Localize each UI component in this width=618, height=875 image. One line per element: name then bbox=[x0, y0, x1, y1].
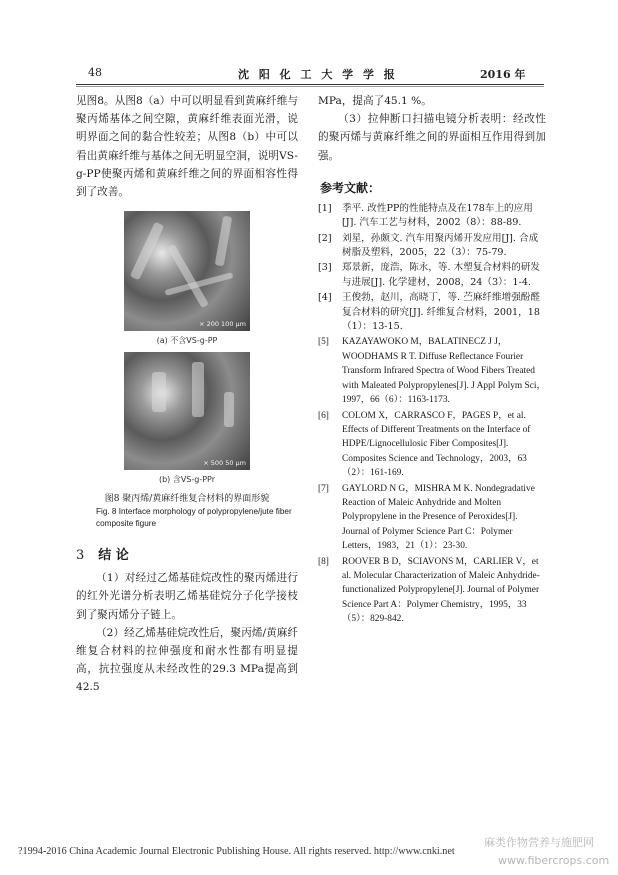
figure-8 bbox=[76, 211, 298, 530]
header-rule bbox=[76, 84, 544, 85]
page-number: 48 bbox=[88, 66, 102, 79]
sem-image-a bbox=[124, 211, 250, 331]
figure-a-caption: (a) 不含VS-g-PP bbox=[156, 336, 218, 346]
figure-b-caption: (b) 含VS-g-PPr bbox=[158, 475, 216, 485]
watermark-url: www.fibercrops.com bbox=[498, 854, 610, 867]
watermark-cn: 麻类作物营养与施肥网 bbox=[484, 836, 594, 849]
scale-bar-b: × 500 50 μm bbox=[203, 459, 246, 468]
right-column bbox=[318, 92, 546, 628]
conclusion-2-continued: MPa，提高了45.1 %。 bbox=[318, 95, 432, 107]
reference-item: [8] ROOVER B D，SCIAVONS M，CARLIER V，et al. Molecular Characterization of Maleic Anhydride-functionalized Polypropylene[J]. Journal of Polymer Science Part A：Polymer Chemistry，1995，33（5）：829-842. bbox=[318, 556, 540, 625]
section-number: 3 bbox=[76, 548, 85, 564]
reference-item: [7] GAYLORD N G，MISHRA M K. Nondegradative Reaction of Maleic Anhydride and Molten Polypropylene in the Presence of Peroxides[J]. Journal of Polymer Science Part C：Polymer Letters，1983，21（1）：23-30. bbox=[318, 483, 535, 552]
figure-caption-en: Fig. 8 Interface morphology of polypropylene/jute fiber composite figure bbox=[96, 507, 292, 529]
header-rule-thin bbox=[76, 86, 544, 87]
reference-item: [1] 季平. 改性PP的性能特点及在178车上的应用[J]. 汽车工艺与材料，2002（8）：88-89. bbox=[318, 202, 533, 229]
body-paragraph: 见图8。从图8（a）中可以明显看到黄麻纤维与聚丙烯基体之间空隙，黄麻纤维表面光滑，说明界面之间的黏合性较差；从图8（b）中可以看出黄麻纤维与基体之间无明显空洞，说明VS-g-PP使聚丙烯和黄麻纤维之间的界面相容性得到了改善。 bbox=[76, 95, 298, 199]
sem-image-b bbox=[124, 352, 250, 470]
left-column bbox=[76, 92, 298, 697]
journal-year: 2016 年 bbox=[480, 68, 526, 81]
figure-caption-cn: 图8 聚丙烯/黄麻纤维复合材料的界面形貌 bbox=[104, 494, 270, 505]
reference-item: [3] 郑景新，庞浩，陈永，等. 木塑复合材料的研发与进展[J]. 化学建材，2008，24（3）：1-4. bbox=[318, 262, 540, 288]
section-heading bbox=[76, 544, 298, 563]
copyright-footer: ?1994-2016 China Academic Journal Electronic Publishing House. All rights reserved. http://www.cnki.net bbox=[18, 846, 455, 857]
references-title: 参考文献： bbox=[320, 180, 381, 195]
section-title: 结 论 bbox=[98, 548, 129, 564]
conclusion-3: （3）拉伸断口扫描电镜分析表明：经改性的聚丙烯与黄麻纤维之间的界面相互作用得到加强。 bbox=[318, 113, 546, 162]
reference-item: [6] COLOM X，CARRASCO F，PAGES P，et al. Effects of Different Treatments on the Interface of HDPE/Lignocellulosic Fiber Composites[J]. Composites Science and Technology，2003，63（2）：161-169. bbox=[318, 410, 531, 479]
journal-title: 沈 阳 化 工 大 学 学 报 bbox=[238, 68, 398, 81]
reference-item: [5] KAZAYAWOKO M，BALATINECZ J J，WOODHAMS R T. Diffuse Reflectance Fourier Transform Infrared Spectra of Wood Fibers Treated with Maleated Polypropylenes[J]. J Appl Polym Sci，1997，66（6）：1163-1173. bbox=[318, 337, 546, 406]
conclusion-1: （1）对经过乙烯基硅烷改性的聚丙烯进行的红外光谱分析表明乙烯基硅烷分子化学接枝到了聚丙烯分子链上。 bbox=[76, 572, 298, 621]
scale-bar-a: × 200 100 μm bbox=[199, 320, 246, 329]
reference-item: [4] 王俊勃，赵川，高晓丁，等. 苎麻纤维增强酚醛复合材料的研究[J]. 纤维复合材料，2001，18（1）：13-15. bbox=[318, 292, 540, 333]
reference-item: [2] 刘星，孙颇文. 汽车用聚丙烯开发应用[J]. 合成树脂及塑料，2005，22（3）：75-79. bbox=[318, 232, 539, 259]
conclusion-2: （2）经乙烯基硅烷改性后，聚丙烯/黄麻纤维复合材料的拉伸强度和耐水性都有明显提高，抗拉强度从未经改性的29.3 MPa提高到42.5 bbox=[76, 626, 298, 694]
